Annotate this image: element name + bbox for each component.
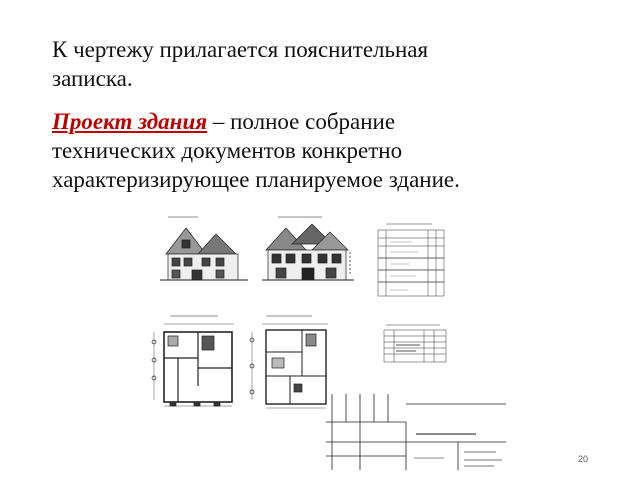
floor-plan-1-drawing	[148, 312, 240, 412]
definition-text-1: – полное собрание	[207, 109, 396, 134]
facade-2-drawing	[262, 214, 354, 286]
definition-line-1	[52, 107, 460, 136]
paragraph-definition	[52, 107, 460, 194]
definition-line-3: характеризирующее планируемое здание.	[52, 167, 460, 192]
facade-1-drawing	[158, 214, 250, 286]
title-block-stamp	[326, 392, 512, 472]
paragraph-line-2: записка.	[52, 66, 133, 91]
specification-table-2	[380, 322, 452, 366]
specification-table-1	[372, 220, 450, 300]
definition-line-2: технических документов конкретно	[52, 138, 403, 163]
page-number: 20	[577, 454, 588, 464]
floor-plan-2-drawing	[246, 312, 338, 412]
paragraph-explanatory-note	[52, 35, 428, 93]
paragraph-line-1: К чертежу прилагается пояснительная	[52, 37, 429, 62]
term-building-project: Проект здания	[52, 109, 208, 134]
